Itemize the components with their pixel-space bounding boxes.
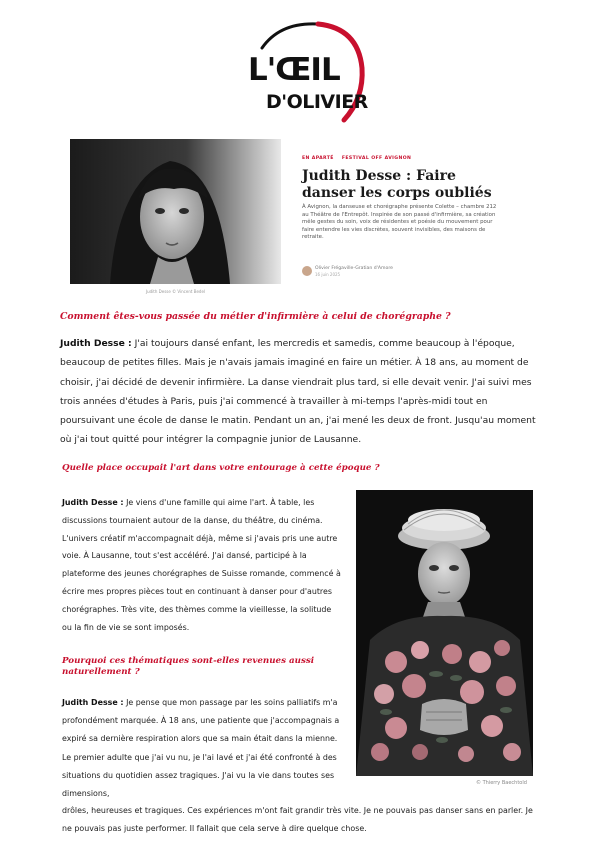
- hero-photo[interactable]: [70, 139, 281, 284]
- speaker-label: Judith Desse :: [62, 698, 124, 707]
- answer-2-text: Je viens d'une famille qui aime l'art. À table, les discussions tournaient autour de la danse, du théâtre, du cinéma. L'univers créatif m'accompagnait déjà, même si j'avais pris une autre voie. À Lausanne, tout s'est accéléré. J'ai dansé, participé à la plateforme des jeunes chorégraphes de Suisse romande, commencé à écrire mes propres pièces tout en continuant à danser pour d'autres chorégraphes. Très vite, des thèmes comme la vieillesse, la solitude ou la fin de vie se sont imposés.: [62, 498, 341, 632]
- article-date: 16 juin 2025: [315, 272, 341, 277]
- answer-1-text: J'ai toujours dansé enfant, les mercredis et samedis, comme beaucoup à l'époque, beaucoup de petites filles. Mais je n'avais jamais imaginé en faire un métier. À 18 ans, au moment de choisir, j'ai décidé de devenir infirmière. La danse viendrait plus tard, si elle devait venir. J'ai suivi mes trois années d'études à Paris, puis j'ai commencé à travailler à mi-temps l'après-midi tout en poursuivant une école de danse le matin. Pendant un an, j'ai mené les deux de front. Jusqu'au moment où j'ai tout quitté pour intégrer la compagnie junior de Lausanne.: [60, 338, 536, 446]
- performance-photo[interactable]: [356, 490, 533, 776]
- author-avatar: [302, 266, 312, 276]
- answer-1: [60, 334, 540, 450]
- author-name[interactable]: Olivier Frégaville-Gratian d'Amore: [315, 266, 393, 271]
- kicker-category-link[interactable]: EN APARTÉ: [302, 156, 334, 161]
- logo-line-2: D'OLIVIER: [266, 91, 368, 113]
- question-3: Pourquoi ces thématiques sont-elles revenues aussi naturellement ?: [62, 656, 315, 677]
- site-logo[interactable]: [240, 18, 370, 124]
- question-2: Quelle place occupait l'art dans votre entourage à cette époque ?: [62, 463, 380, 473]
- portrait-judith-image: [70, 139, 281, 284]
- answer-2: [62, 494, 342, 636]
- question-1: Comment êtes-vous passée du métier d'infirmière à celui de chorégraphe ?: [60, 311, 451, 322]
- answer-3-text: Je pense que mon passage par les soins palliatifs m'a profondément marquée. À 18 ans, une patiente que j'accompagnais a expiré sa dernière respiration alors que sa main était dans la mienne. Le premier adulte que j'ai vu nu, je l'ai lavé et j'ai été confronté à des situations du quotidien assez tragiques. J'ai vu la vie dans toutes ses dimensions,: [62, 698, 340, 799]
- hero-photo-credit: Judith Desse © Vincent Bedel: [145, 289, 206, 294]
- article-title[interactable]: Judith Desse : Faire danser les corps oubliés: [302, 168, 492, 201]
- speaker-label: Judith Desse :: [60, 338, 132, 349]
- logo-line-1: L'ŒIL: [248, 52, 340, 88]
- article-description: À Avignon, la danseuse et chorégraphe présente Colette – chambre 212 au Théâtre de l'Entrepôt. Inspirée de son passé d'infirmière, sa création mêle gestes du soin, voix de résidentes et poésie du mouvement pour faire entendre les vies discrètes, souvent invisibles, des maisons de retraite.: [302, 204, 497, 241]
- answer-3: [62, 694, 348, 803]
- costume-portrait-image: [356, 490, 533, 776]
- answer-3-continued: drôles, heureuses et tragiques. Ces expériences m'ont fait grandir très vite. Je ne pouvais pas danser sans en parler. Je ne pouvais pas juste performer. Il fallait que cela serve à dire quelque chose.: [62, 806, 533, 834]
- kicker-festival-link[interactable]: FESTIVAL OFF AVIGNON: [341, 156, 412, 161]
- article-kicker: [302, 156, 417, 161]
- performance-photo-credit: © Thierry Baechtold: [476, 780, 527, 786]
- speaker-label: Judith Desse :: [62, 498, 124, 507]
